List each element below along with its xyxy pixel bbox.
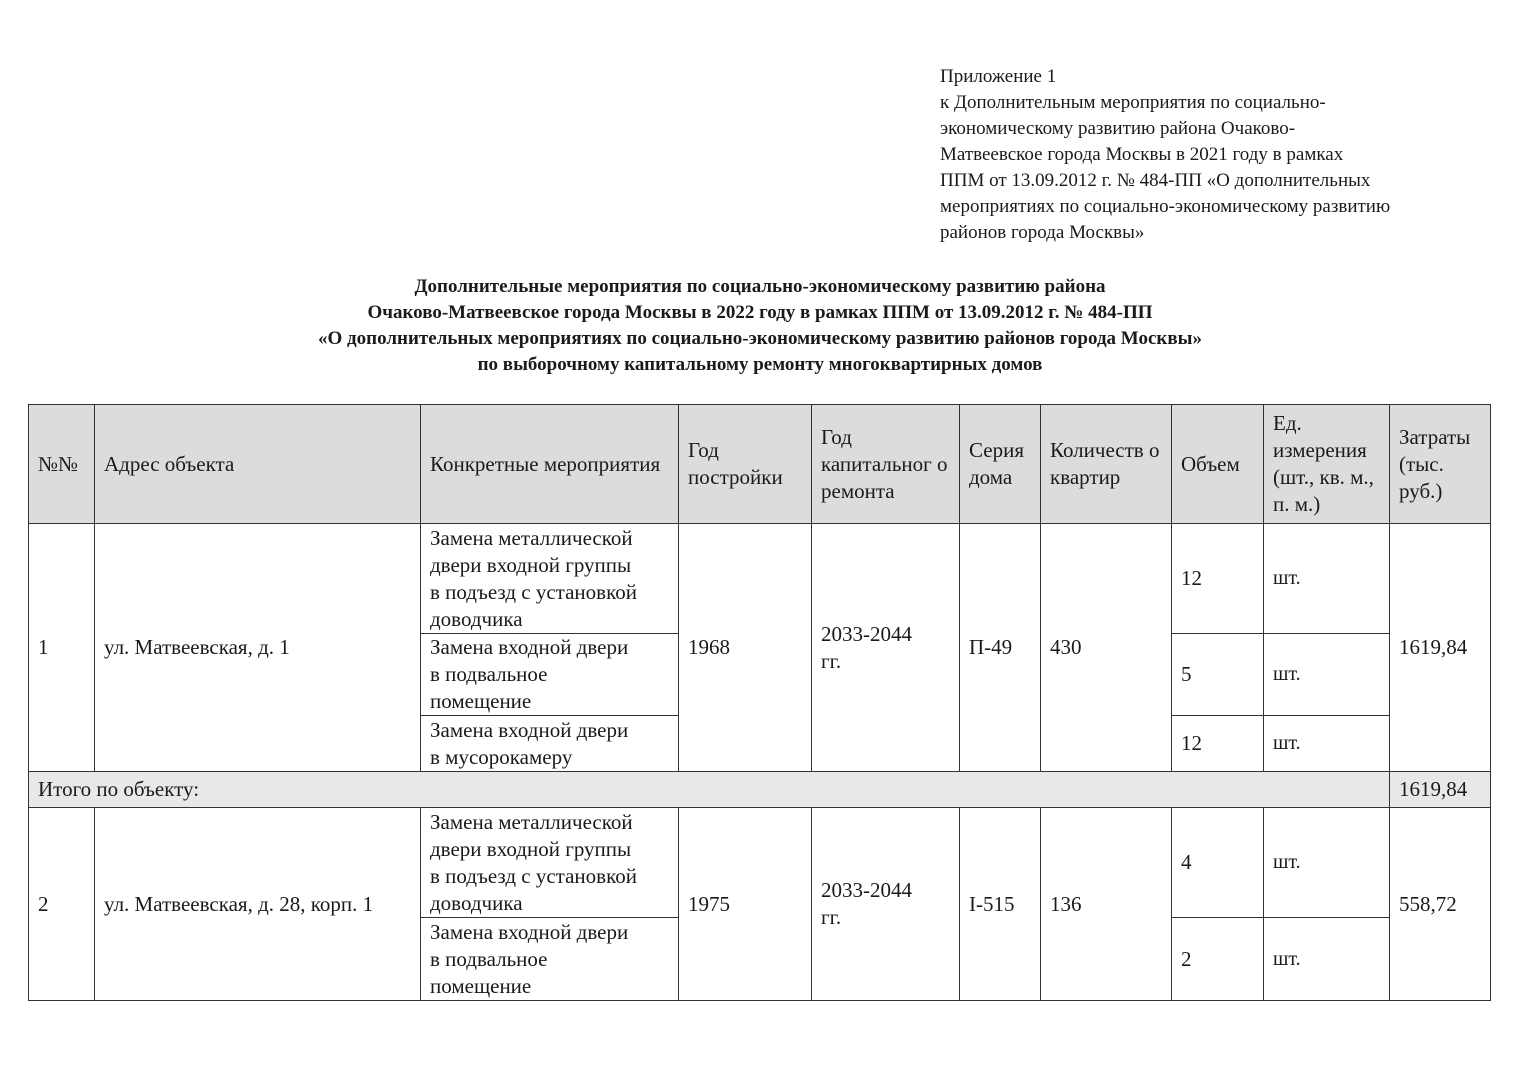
series-cell: П-49 bbox=[960, 524, 1041, 772]
cost-cell: 1619,84 bbox=[1390, 524, 1491, 772]
apartments-cell: 136 bbox=[1041, 808, 1172, 1001]
object-address: ул. Матвеевская, д. 28, корп. 1 bbox=[95, 808, 421, 1001]
header-apartments: Количеств о квартир bbox=[1041, 405, 1172, 524]
activity-cell: Замена входной двери в подвальное помещение bbox=[421, 918, 679, 1001]
unit-cell: шт. bbox=[1264, 634, 1390, 716]
header-volume: Объем bbox=[1172, 405, 1264, 524]
activity-cell: Замена входной двери в мусорокамеру bbox=[421, 716, 679, 772]
volume-cell: 12 bbox=[1172, 716, 1264, 772]
header-year-built: Год постройки bbox=[679, 405, 812, 524]
cost-cell: 558,72 bbox=[1390, 808, 1491, 1001]
header-series: Серия дома bbox=[960, 405, 1041, 524]
title-line-4: по выборочному капитальному ремонту многоквартирных домов bbox=[477, 354, 1043, 375]
appendix-note: Приложение 1 к Дополнительным мероприятия по социально- экономическому развитию района Очаково- Матвеевское города Москвы в 2021 году в рамках ППМ от 13.09.2012 г. № 484-ПП «О дополнительных мероприятиях по социально-экономическому развитию районов города Москвы» bbox=[940, 66, 1391, 243]
unit-cell: шт. bbox=[1264, 524, 1390, 634]
header-num: №№ bbox=[29, 405, 95, 524]
table-row bbox=[29, 808, 1491, 918]
apartments-cell: 430 bbox=[1041, 524, 1172, 772]
table-row bbox=[29, 524, 1491, 634]
subtotal-value: 1619,84 bbox=[1390, 772, 1491, 808]
volume-cell: 12 bbox=[1172, 524, 1264, 634]
object-num: 1 bbox=[29, 524, 95, 772]
volume-cell: 5 bbox=[1172, 634, 1264, 716]
repair-year-cell: 2033-2044 гг. bbox=[812, 808, 960, 1001]
header-address: Адрес объекта bbox=[95, 405, 421, 524]
subtotal-row bbox=[29, 772, 1491, 808]
activity-cell: Замена металлической двери входной группы в подъезд с установкой доводчика bbox=[421, 524, 679, 634]
volume-cell: 4 bbox=[1172, 808, 1264, 918]
repair-table bbox=[28, 404, 1491, 1001]
repair-year-cell: 2033-2044 гг. bbox=[812, 524, 960, 772]
table-header-row bbox=[29, 405, 1491, 524]
subtotal-label: Итого по объекту: bbox=[29, 772, 1390, 808]
activity-cell: Замена металлической двери входной группы в подъезд с установкой доводчика bbox=[421, 808, 679, 918]
year-built-cell: 1968 bbox=[679, 524, 812, 772]
header-unit: Ед. измерения (шт., кв. м., п. м.) bbox=[1264, 405, 1390, 524]
series-cell: I-515 bbox=[960, 808, 1041, 1001]
header-cost: Затраты (тыс. руб.) bbox=[1390, 405, 1491, 524]
header-repair-year: Год капитальног о ремонта bbox=[812, 405, 960, 524]
unit-cell: шт. bbox=[1264, 918, 1390, 1001]
activity-cell: Замена входной двери в подвальное помещение bbox=[421, 634, 679, 716]
unit-cell: шт. bbox=[1264, 808, 1390, 918]
title-line-3: «О дополнительных мероприятиях по социально-экономическому развитию районов города Москвы» bbox=[318, 328, 1202, 349]
unit-cell: шт. bbox=[1264, 716, 1390, 772]
object-address: ул. Матвеевская, д. 1 bbox=[95, 524, 421, 772]
object-num: 2 bbox=[29, 808, 95, 1001]
document-title bbox=[0, 274, 1520, 378]
header-activities: Конкретные мероприятия bbox=[421, 405, 679, 524]
title-line-2: Очаково-Матвеевское города Москвы в 2022 году в рамках ППМ от 13.09.2012 г. № 484-ПП bbox=[367, 302, 1153, 323]
title-line-1: Дополнительные мероприятия по социально-экономическому развитию района bbox=[414, 276, 1106, 297]
volume-cell: 2 bbox=[1172, 918, 1264, 1001]
year-built-cell: 1975 bbox=[679, 808, 812, 1001]
